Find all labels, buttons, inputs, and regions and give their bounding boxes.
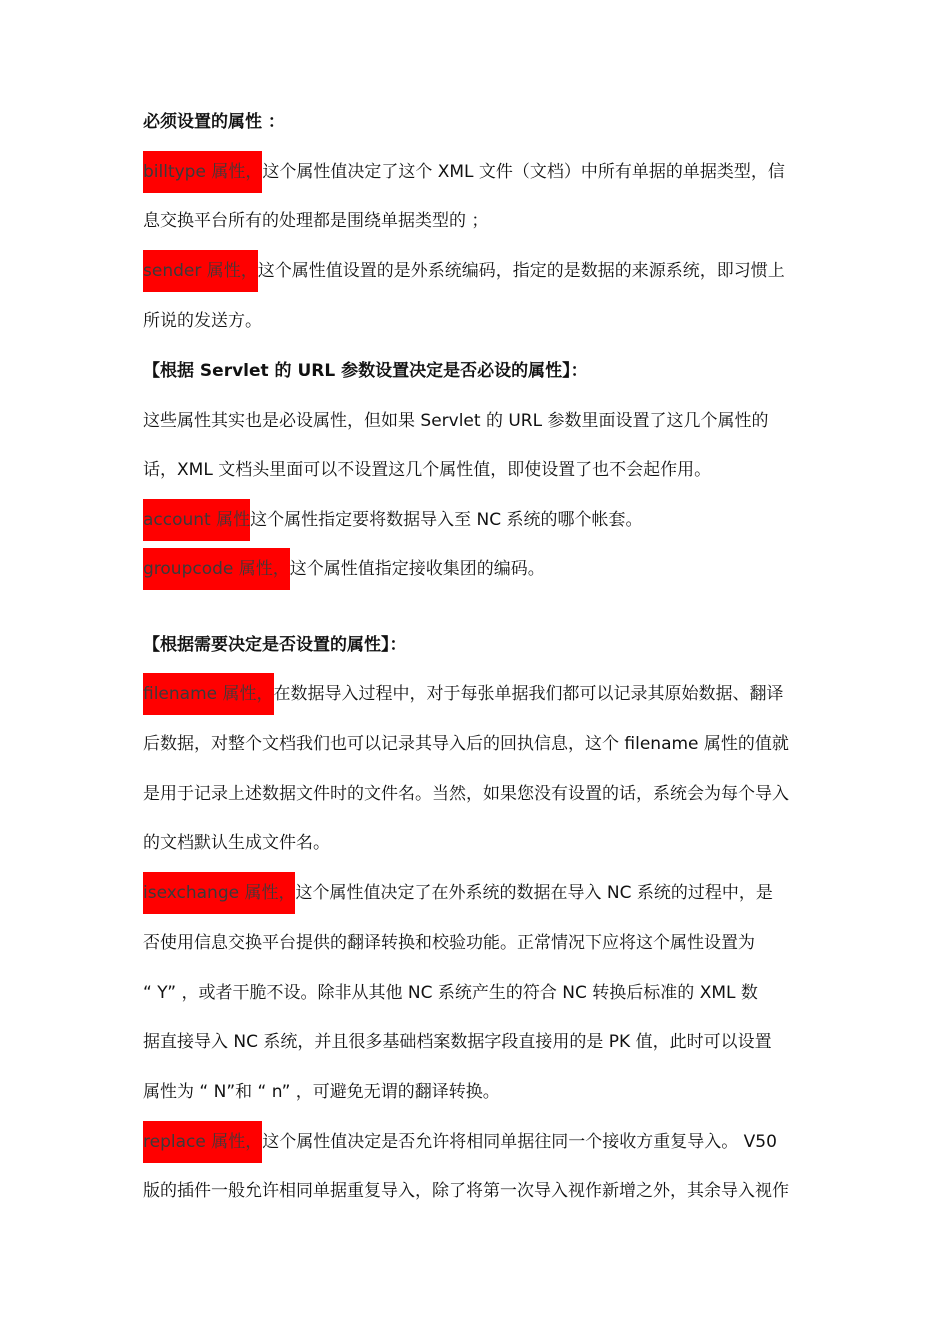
groupcode-highlight: groupcode 属性，: [143, 548, 290, 590]
isexchange-line-4: 据直接导入 NC 系统，并且很多基础档案数据字段直接用的是 PK 值，此时可以设置: [143, 1032, 772, 1052]
groupcode-text: 这个属性值指定接收集团的编码。: [289, 559, 545, 579]
servlet-text-line-2: 话，XML 文档头里面可以不设置这几个属性值，即使设置了也不会起作用。: [143, 460, 712, 480]
billtype-highlight: billtype 属性，: [143, 151, 262, 193]
isexchange-line-1: [143, 872, 773, 914]
sender-line-1: [143, 250, 785, 292]
filename-text-1: 在数据导入过程中，对于每张单据我们都可以记录其原始数据、翻译: [273, 684, 784, 704]
isexchange-line-2: 否使用信息交换平台提供的翻译转换和校验功能。正常情况下应将这个属性设置为: [143, 933, 755, 953]
billtype-text-1: 这个属性值决定了这个 XML 文件（文档）中所有单据的单据类型，信: [262, 162, 785, 182]
replace-line-1: [143, 1121, 777, 1163]
account-line: [143, 499, 643, 541]
groupcode-line: [143, 548, 545, 590]
servlet-text-line-1: 这些属性其实也是必设属性，但如果 Servlet 的 URL 参数里面设置了这几个属性的: [143, 411, 769, 431]
filename-line-1: [143, 673, 784, 715]
isexchange-highlight: isexchange 属性，: [143, 872, 295, 914]
sender-text-1: 这个属性值设置的是外系统编码，指定的是数据的来源系统，即习惯上: [257, 261, 785, 281]
sender-line-2: 所说的发送方。: [143, 311, 262, 331]
isexchange-line-5: 属性为 “ N”和 “ n” ，可避免无谓的翻译转换。: [143, 1082, 500, 1102]
optional-attributes-heading: 【根据需要决定是否设置的属性】：: [143, 635, 407, 655]
billtype-line-1: [143, 151, 785, 193]
filename-highlight: filename 属性，: [143, 673, 274, 715]
account-highlight: account 属性: [143, 499, 250, 541]
filename-line-3: 是用于记录上述数据文件时的文件名。当然，如果您没有设置的话，系统会为每个导入: [143, 784, 789, 804]
filename-line-4: 的文档默认生成文件名。: [143, 833, 330, 853]
billtype-line-2: 息交换平台所有的处理都是围绕单据类型的 ；: [143, 211, 489, 231]
replace-highlight: replace 属性，: [143, 1121, 262, 1163]
account-text: 这个属性指定要将数据导入至 NC 系统的哪个帐套。: [250, 510, 643, 530]
servlet-attributes-heading: 【根据 Servlet 的 URL 参数设置决定是否必设的属性】：: [143, 361, 588, 381]
replace-text-1: 这个属性值决定是否允许将相同单据往同一个接收方重复导入。 V50: [262, 1132, 777, 1152]
replace-line-2: 版的插件一般允许相同单据重复导入，除了将第一次导入视作新增之外，其余导入视作: [143, 1181, 789, 1201]
filename-line-2: 后数据，对整个文档我们也可以记录其导入后的回执信息，这个 filename 属性的值就: [143, 734, 789, 754]
required-attributes-heading: 必须设置的属性 ：: [143, 112, 285, 132]
isexchange-line-3: “ Y” ，或者干脆不设。除非从其他 NC 系统产生的符合 NC 转换后标准的 XML 数: [143, 983, 758, 1003]
isexchange-text-1: 这个属性值决定了在外系统的数据在导入 NC 系统的过程中，是: [295, 883, 773, 903]
sender-highlight: sender 属性，: [143, 250, 258, 292]
